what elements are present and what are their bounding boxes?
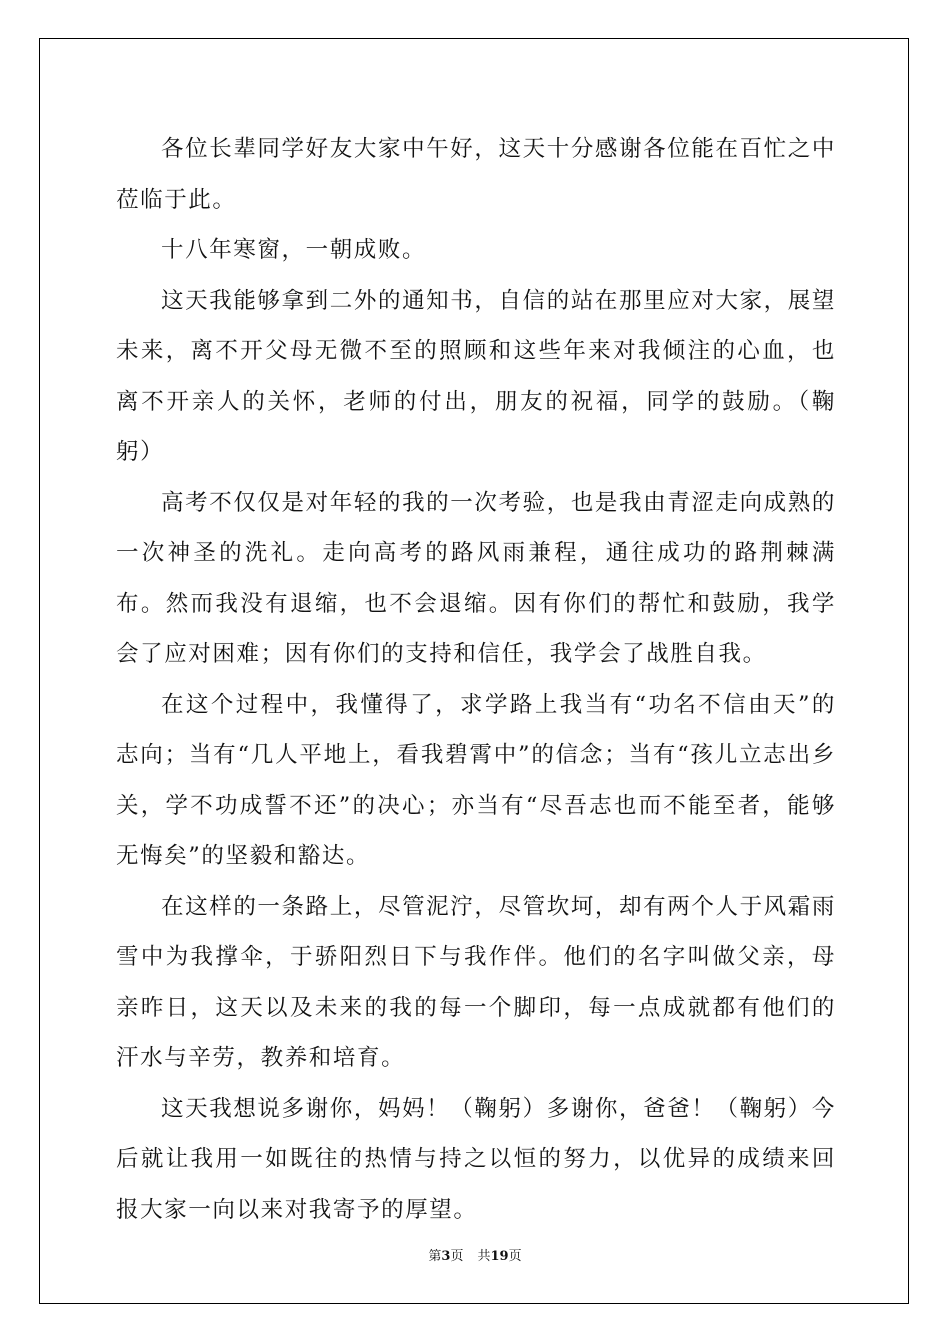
total-pages-prefix: 共	[477, 1249, 491, 1264]
current-page-number: 3	[441, 1249, 451, 1264]
total-pages-number: 19	[490, 1249, 509, 1264]
page-footer	[0, 1245, 950, 1264]
paragraph-1: 各位长辈同学好友大家中午好，这天十分感谢各位能在百忙之中莅临于此。	[116, 136, 836, 213]
page-number-suffix: 页	[450, 1249, 464, 1264]
paragraph-3: 这天我能够拿到二外的通知书，自信的站在那里应对大家，展望未来，离不开父母无微不至的照顾和这些年来对我倾注的心血，也离不开亲人的关怀，老师的付出，朋友的祝福，同学的鼓励。（鞠躬）	[116, 287, 836, 465]
paragraph-7: 这天我想说多谢你，妈妈！（鞠躬）多谢你，爸爸！（鞠躬）今后就让我用一如既往的热情与持之以恒的努力，以优异的成绩来回报大家一向以来对我寄予的厚望。	[116, 1095, 836, 1223]
paragraph-5: 在这个过程中，我懂得了，求学路上我当有“功名不信由天”的志向；当有“几人平地上，看我碧霄中”的信念；当有“孩儿立志出乡关，学不功成誓不还”的决心；亦当有“尽吾志也而不能至者，能够无悔矣”的坚毅和豁达。	[116, 691, 836, 869]
document-body	[116, 124, 836, 1235]
paragraph-4: 高考不仅仅是对年轻的我的一次考验，也是我由青涩走向成熟的一次神圣的洗礼。走向高考的路风雨兼程，通往成功的路荆棘满布。然而我没有退缩，也不会退缩。因有你们的帮忙和鼓励，我学会了应对困难；因有你们的支持和信任，我学会了战胜自我。	[116, 489, 836, 667]
paragraph-2: 十八年寒窗，一朝成败。	[161, 237, 427, 263]
paragraph-6: 在这样的一条路上，尽管泥泞，尽管坎坷，却有两个人于风霜雨雪中为我撑伞，于骄阳烈日下与我作伴。他们的名字叫做父亲，母亲昨日，这天以及未来的我的每一个脚印，每一点成就都有他们的汗水与辛劳，教养和培育。	[116, 893, 836, 1071]
total-pages-suffix: 页	[508, 1249, 522, 1264]
page-number-prefix: 第	[428, 1249, 442, 1264]
